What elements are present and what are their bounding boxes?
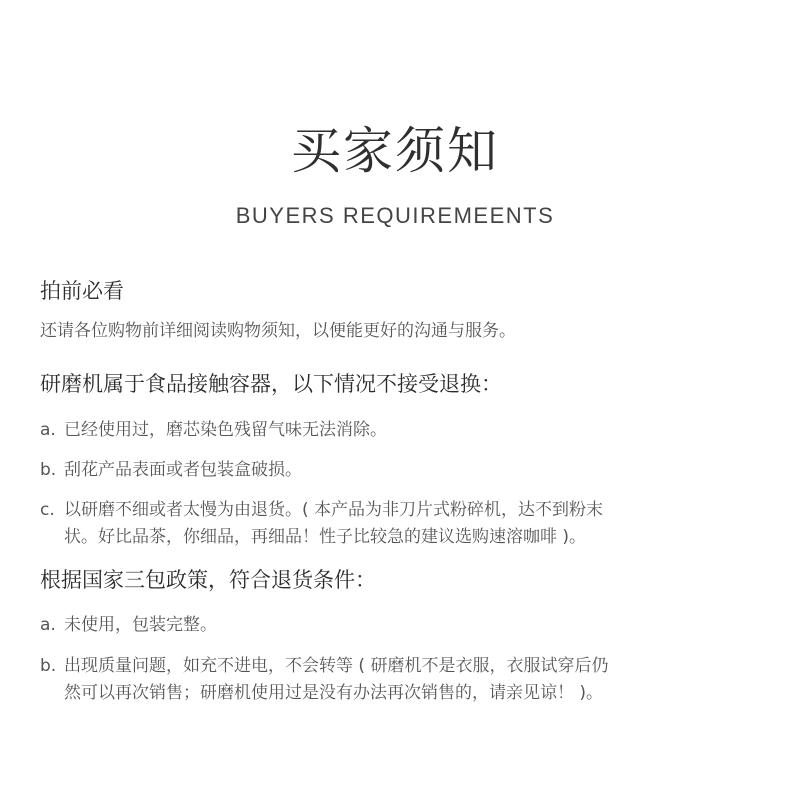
list-marker: b. (40, 460, 57, 480)
list-item (40, 653, 760, 707)
list-marker: c. (40, 500, 55, 520)
section-paragraph: 还请各位购物前详细阅读购物须知，以便能更好的沟通与服务。 (40, 321, 516, 341)
section-heading: 根据国家三包政策，符合退货条件： (40, 568, 376, 592)
section-no-return (40, 369, 760, 399)
section-heading: 拍前必看 (40, 279, 124, 303)
section-before-purchase (40, 276, 760, 306)
list-marker: a. (40, 420, 56, 440)
section-heading: 研磨机属于食品接触容器，以下情况不接受退换： (40, 372, 502, 396)
list-item-text: 未使用，包装完整。 (64, 615, 217, 635)
page-title: 买家须知 (291, 122, 499, 180)
list-item-text-continued: 然可以再次销售；研磨机使用过是没有办法再次销售的，请亲见谅！ )。 (64, 683, 604, 703)
list-item-text: 已经使用过，磨芯染色残留气味无法消除。 (64, 420, 387, 440)
section-return-conditions (40, 565, 760, 595)
list-item-text: 出现质量问题，如充不进电，不会转等 ( 研磨机不是衣服，衣服试穿后仍 (64, 656, 609, 676)
page-subtitle: BUYERS REQUIREMEENTS (235, 203, 555, 228)
list-item (40, 457, 760, 484)
list-item-text: 以研磨不细或者太慢为由退货。( 本产品为非刀片式粉碎机，达不到粉末 (64, 500, 604, 520)
list-item-text-continued: 状。好比品茶，你细品，再细品！性子比较急的建议选购速溶咖啡 )。 (64, 527, 587, 547)
section-before-purchase-body (40, 318, 760, 344)
list-marker: a. (40, 615, 56, 635)
list-marker: b. (40, 656, 57, 676)
list-item (40, 417, 760, 444)
list-item (40, 612, 760, 639)
list-item-text: 刮花产品表面或者包装盒破损。 (64, 460, 302, 480)
list-item (40, 497, 760, 551)
